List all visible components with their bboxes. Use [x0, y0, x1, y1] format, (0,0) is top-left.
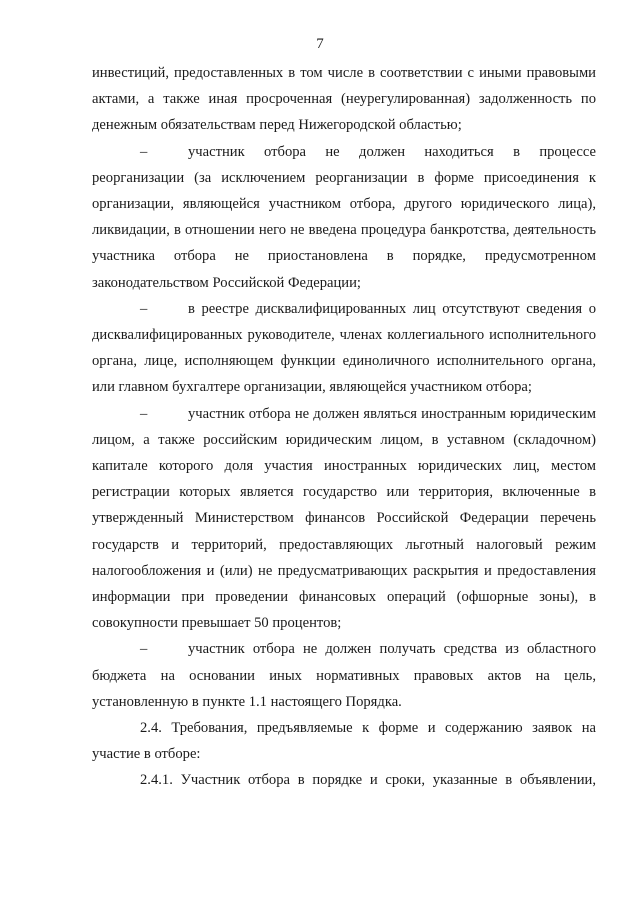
dash-marker: –: [140, 641, 148, 658]
dash-marker: –: [140, 143, 148, 160]
page-number: 7: [316, 36, 324, 52]
document-body: [92, 60, 596, 794]
list-item-text: в реестре дисквалифицированных лиц отсутствуют сведения о дисквалифицированных руководителе, членах коллегиального исполнительного органа, лице, исполняющем функции единоличного исполнительного органа, или главном бухгалтере организации, являющейся участником отбора;: [92, 300, 596, 396]
list-item-text: участник отбора не должен являться иностранным юридическим лицом, а также российским юридическим лицом, в уставном (складочном) капитале которого доля участия иностранных юридических лиц, местом регистрации которых является государство или территория, включенные в утвержденный Министерством финансов Российской Федерации перечень государств и территорий, предоставляющих льготный налоговый режим налогообложения и (или) не предусматривающих раскрытия и предоставления информации при проведении финансовых операций (офшорные зоны), в совокупности превышает 50 процентов;: [92, 405, 596, 632]
list-item-reorganization: [92, 139, 596, 296]
paragraph-continuation: инвестиций, предоставленных в том числе в соответствии с иными правовыми актами, а также иная просроченная (неурегулированная) задолженность по денежным обязательствам перед Нижегородской областью;: [92, 65, 596, 134]
dash-marker: –: [140, 300, 148, 317]
list-item-foreign-entity: [92, 401, 596, 637]
list-item-text: участник отбора не должен получать средства из областного бюджета на основании иных нормативных правовых актов на цель, установленную в пункте 1.1 настоящего Порядка.: [92, 641, 596, 710]
list-item-budget-funds: [92, 636, 596, 715]
section-2-4-1: 2.4.1. Участник отбора в порядке и сроки, указанные в объявлении,: [140, 772, 596, 789]
list-item-text: участник отбора не должен находиться в процессе реорганизации (за исключением реорганизации в форме присоединения к организации, являющейся участником отбора, другого юридического лица), ликвидации, в отношении него не введена процедура банкротства, деятельность участника отбора не приостановлена в порядке, предусмотренном законодательством Российской Федерации;: [92, 143, 596, 291]
list-item-disqualified: [92, 296, 596, 401]
dash-marker: –: [140, 405, 148, 422]
section-2-4: 2.4. Требования, предъявляемые к форме и содержанию заявок на участие в отборе:: [92, 720, 596, 763]
